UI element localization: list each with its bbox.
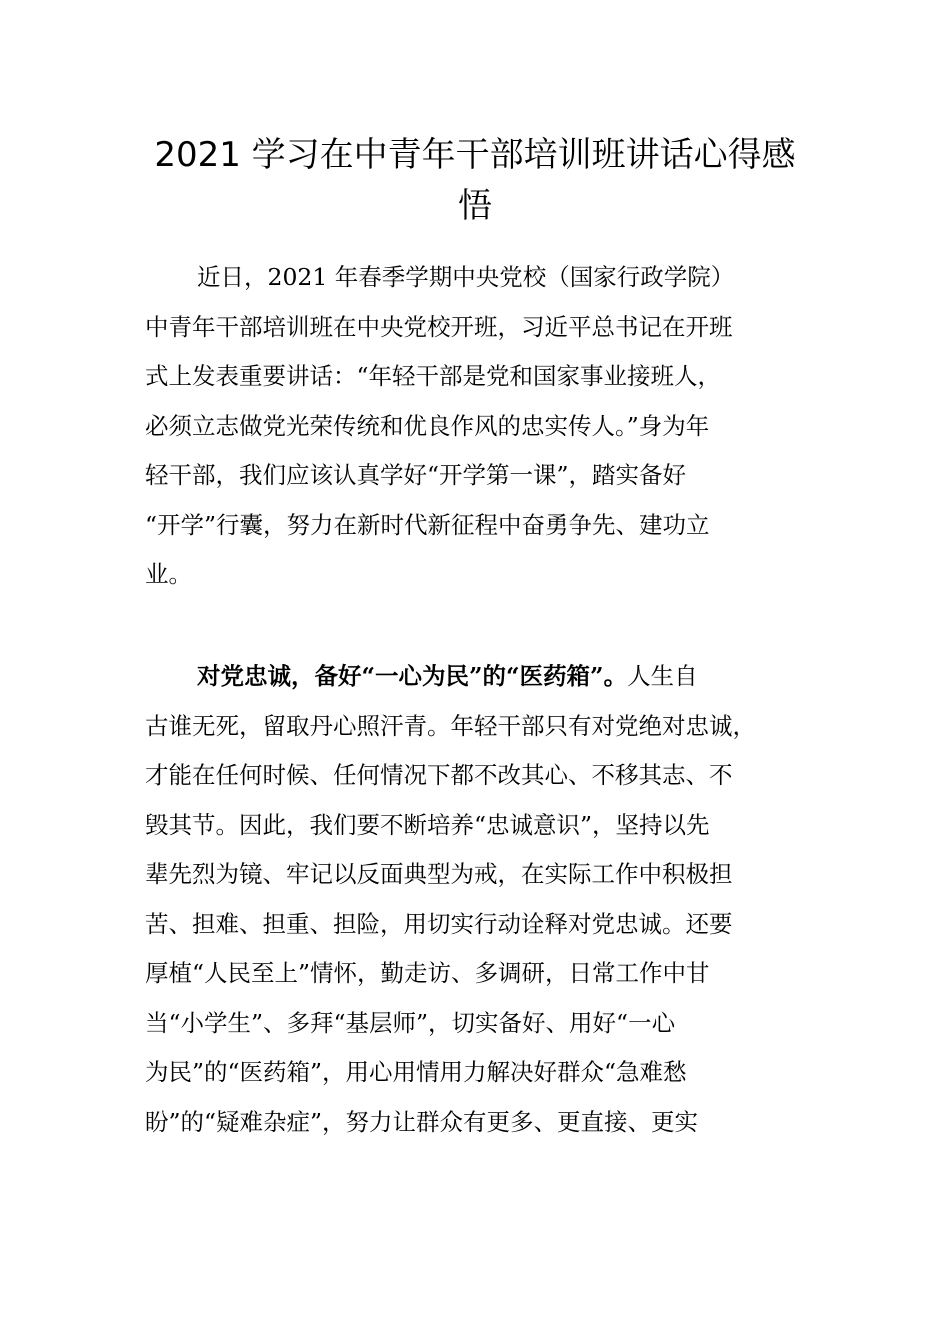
paragraph-intro	[145, 253, 805, 600]
paragraph-lead-sentence: 对党忠诚，备好“一心为民”的“医药箱”。	[197, 662, 628, 690]
paragraph-line: 业。	[145, 560, 192, 588]
paragraph-line: 盼”的“疑难杂症”，努力让群众有更多、更直接、更实	[145, 1107, 699, 1136]
document-title-line-1: 2021 学习在中青年干部培训班讲话心得感	[154, 135, 796, 175]
document-title-line-2: 悟	[458, 186, 492, 226]
paragraph-line: 中青年干部培训班在中央党校开班，习近平总书记在开班	[145, 312, 733, 341]
paragraph-line: 当“小学生”、多拜“基层师”，切实备好、用好“一心	[145, 1008, 676, 1037]
paragraph-first-line-rest: 人生自	[627, 662, 698, 690]
paragraph-line: 为民”的“医药箱”，用心用情用力解决好群众“急难愁	[145, 1058, 687, 1086]
paragraph-line: 古谁无死，留取丹心照汗青。年轻干部只有对党绝对忠诚，	[145, 711, 756, 740]
paragraph-line: 辈先烈为镜、牢记以反面典型为戒，在实际工作中积极担	[145, 860, 733, 888]
paragraph-line: 必须立志做党光荣传统和优良作风的忠实传人。”身为年	[145, 411, 710, 440]
paragraph-line: 才能在任何时候、任何情况下都不改其心、不移其志、不	[145, 761, 733, 789]
paragraph-line: 毁其节。因此，我们要不断培养“忠诚意识”，坚持以先	[145, 810, 710, 839]
paragraph-line: 式上发表重要讲话：“年轻干部是党和国家事业接班人，	[145, 362, 722, 390]
paragraph-line: 苦、担难、担重、担险，用切实行动诠释对党忠诚。还要	[145, 909, 733, 938]
paragraph-line: 近日，2021 年春季学期中央党校（国家行政学院）	[197, 263, 735, 291]
paragraph-line: 轻干部，我们应该认真学好“开学第一课”，踏实备好	[145, 461, 687, 489]
paragraph-line: “开学”行囊，努力在新时代新征程中奋勇争先、建功立	[145, 510, 710, 539]
paragraph-first-line	[145, 652, 805, 702]
paragraph-line: 厚植“人民至上”情怀，勤走访、多调研，日常工作中甘	[145, 959, 710, 987]
paragraph-loyalty	[145, 652, 805, 1147]
